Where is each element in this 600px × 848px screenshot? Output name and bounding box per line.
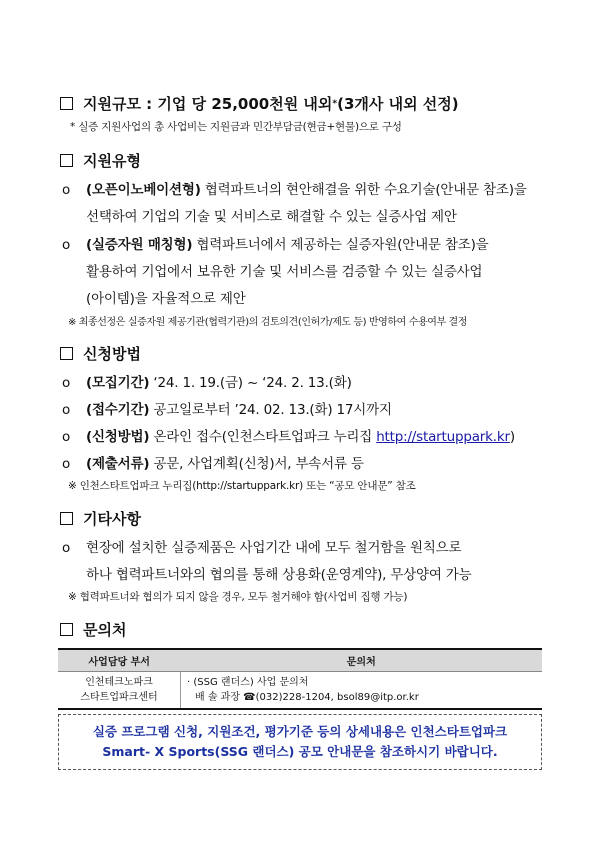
item-text-tail: )	[509, 429, 515, 445]
bullet: o	[62, 456, 71, 472]
checkbox-square-icon	[60, 97, 73, 110]
item-text: ‘24. 1. 19.(금) ~ ‘24. 2. 13.(화)	[149, 375, 352, 391]
section-title: 기타사항	[83, 510, 141, 528]
bullet: o	[62, 237, 71, 253]
item-text: 공문, 사업계획(신청)서, 부속서류 등	[149, 456, 364, 472]
item-text: 공고일로부터 ’24. 02. 13.(화) 17시까지	[149, 402, 392, 418]
startuppark-link[interactable]: http://startuppark.kr	[376, 429, 510, 445]
table-header-row	[58, 649, 542, 672]
item-text: 협력파트너에서 제공하는 실증자원(안내문 참조)을	[192, 237, 489, 253]
item-label: (실증자원 매칭형)	[86, 237, 193, 253]
item-continuation: 활용하여 기업에서 보유한 기술 및 서비스를 검증할 수 있는 실증사업	[86, 264, 483, 280]
section-contact	[60, 619, 126, 640]
bullet: o	[62, 540, 71, 556]
item-label: (모집기간)	[86, 375, 150, 391]
section-title: 지원유형	[83, 152, 141, 170]
checkbox-square-icon	[60, 623, 73, 636]
checkbox-square-icon	[60, 512, 73, 525]
bullet: o	[62, 182, 71, 198]
item-continuation: 선택하여 기업의 기술 및 서비스로 해결할 수 있는 실증사업 제안	[86, 209, 457, 225]
bullet: o	[62, 429, 71, 445]
contact-cell	[181, 672, 543, 710]
section1-note: * 실증 지원사업의 총 사업비는 지원금과 민간부담금(현금+현물)으로 구성	[70, 121, 402, 133]
checkbox-square-icon	[60, 347, 73, 360]
section-support-scale	[60, 93, 459, 114]
item-text: 현장에 설치한 실증제품은 사업기간 내에 모두 철거함을 원칙으로	[86, 540, 462, 556]
section-other-matters	[60, 508, 141, 529]
section-title: 지원규모 : 기업 당 25,000천원 내외	[83, 95, 333, 113]
section-title: 문의처	[83, 621, 127, 639]
checkbox-square-icon	[60, 154, 73, 167]
table-row	[58, 672, 542, 710]
type-item-open-innovation	[62, 178, 527, 198]
section3-note: ※ 인천스타트업파크 누리집(http://startuppark.kr) 또는 “공모 안내문” 참조	[68, 480, 416, 492]
bullet: o	[62, 375, 71, 391]
section-application-method	[60, 343, 141, 364]
footnote-mark: *	[332, 98, 338, 109]
item-label: (오픈이노베이션형)	[86, 182, 201, 198]
department-cell	[58, 672, 181, 710]
notice-line: Smart- X Sports(SSG 랜더스) 공모 안내문을 참조하시기 바랍니다.	[102, 744, 498, 759]
item-text: 온라인 접수(인천스타트업파크 누리집	[149, 429, 377, 445]
apply-item-submission-period	[62, 398, 392, 418]
contact-table	[58, 648, 542, 710]
type-item-resource-matching	[62, 233, 489, 253]
contact-line: · (SSG 랜더스) 사업 문의처	[187, 677, 309, 688]
section-title: 신청방법	[83, 345, 141, 363]
section-title-tail: (3개사 내외 선정)	[337, 95, 459, 113]
department-line: 스타트업파크센터	[80, 692, 158, 703]
section4-note: ※ 협력파트너와 협의가 되지 않을 경우, 모두 철거해야 함(사업비 집행 가능)	[68, 591, 408, 603]
apply-item-method	[62, 425, 515, 445]
item-label: (제출서류)	[86, 456, 150, 472]
item-continuation: 하나 협력파트너와의 협의를 통해 상용화(운영계약), 무상양여 가능	[86, 567, 472, 583]
apply-item-recruit-period	[62, 371, 352, 391]
contact-person: 배 솔 과장 ☎(032)228-1204, bsol89@itp.or.kr	[195, 692, 419, 703]
apply-item-documents	[62, 452, 364, 472]
section-support-types	[60, 150, 141, 171]
department-line: 인천테크노파크	[85, 677, 153, 688]
item-label: (신청방법)	[86, 429, 150, 445]
header-department: 사업담당 부서	[58, 649, 181, 672]
item-continuation: (아이템)을 자율적으로 제안	[86, 291, 246, 307]
section2-note: ※ 최종선정은 실증자원 제공기관(협력기관)의 검토의견(인허가/제도 등) 반영하여 수용여부 결정	[68, 317, 468, 328]
item-label: (접수기간)	[86, 402, 150, 418]
notice-box	[58, 714, 542, 770]
notice-line: 실증 프로그램 신청, 지원조건, 평가기준 등의 상세내용은 인천스타트업파크	[92, 724, 508, 739]
other-item-removal	[62, 536, 461, 556]
header-contact: 문의처	[181, 649, 543, 672]
bullet: o	[62, 402, 71, 418]
item-text: 협력파트너의 현안해결을 위한 수요기술(안내문 참조)을	[200, 182, 527, 198]
